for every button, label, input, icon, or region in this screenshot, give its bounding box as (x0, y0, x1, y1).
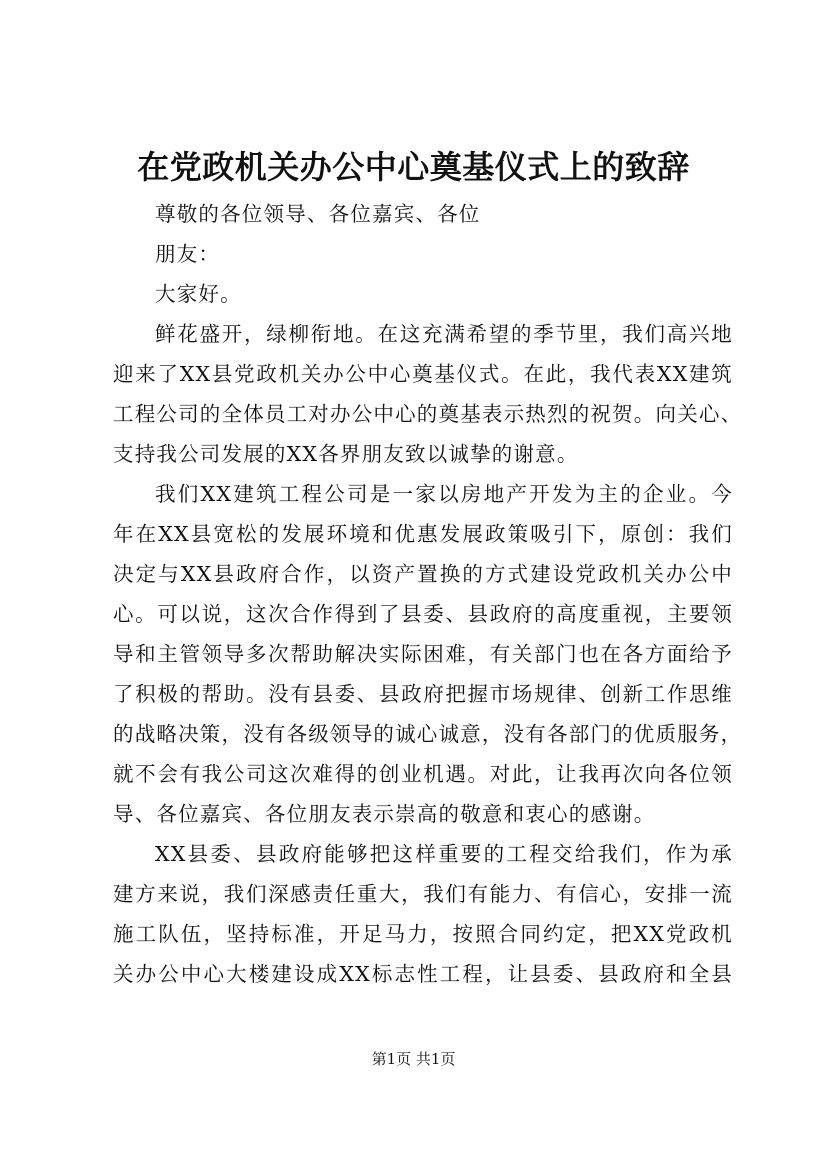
paragraph-2-line-1: 我们XX建筑工程公司是一家以房地产开发为主的企业。今 (155, 482, 733, 506)
paragraph-2-line-7: 的战略决策，没有各级领导的诚心诚意，没有各部门的优质服务， (113, 722, 743, 746)
page-footer: 第1页 共1页 (371, 1050, 456, 1068)
paragraph-3-line-3: 施工队伍，坚持标准，开足马力，按照合同约定，把XX党政机 (113, 922, 733, 946)
salutation-line-1: 尊敬的各位领导、各位嘉宾、各位 (155, 202, 481, 226)
paragraph-1-line-4: 支持我公司发展的XX各界朋友致以诚挚的谢意。 (113, 442, 579, 466)
paragraph-3-line-2: 建方来说，我们深感责任重大，我们有能力、有信心，安排一流 (113, 882, 733, 906)
paragraph-2-line-2: 年在XX县宽松的发展环境和优惠发展政策吸引下，原创：我们 (113, 522, 733, 546)
paragraph-2-line-5: 导和主管领导多次帮助解决实际困难，有关部门也在各方面给予 (113, 642, 733, 666)
paragraph-3-line-4: 关办公中心大楼建设成XX标志性工程，让县委、县政府和全县 (113, 962, 733, 986)
document-body (113, 194, 743, 994)
document-title: 在党政机关办公中心奠基仪式上的致辞 (137, 148, 690, 186)
paragraph-1-line-3: 工程公司的全体员工对办公中心的奠基表示热烈的祝贺。向关心、 (113, 402, 743, 426)
greeting-line: 大家好。 (155, 282, 242, 306)
paragraph-1-line-1: 鲜花盛开，绿柳衔地。在这充满希望的季节里，我们高兴地 (155, 322, 733, 346)
paragraph-3-line-1: XX县委、县政府能够把这样重要的工程交给我们，作为承 (155, 842, 733, 866)
paragraph-2-line-9: 导、各位嘉宾、各位朋友表示崇高的敬意和衷心的感谢。 (113, 802, 656, 826)
salutation-line-2: 朋友： (155, 242, 221, 266)
paragraph-2-line-6: 了积极的帮助。没有县委、县政府把握市场规律、创新工作思维 (113, 682, 733, 706)
paragraph-1-line-2: 迎来了XX县党政机关办公中心奠基仪式。在此，我代表XX建筑 (113, 362, 733, 386)
paragraph-2-line-4: 心。可以说，这次合作得到了县委、县政府的高度重视，主要领 (113, 602, 733, 626)
paragraph-2-line-3: 决定与XX县政府合作，以资产置换的方式建设党政机关办公中 (113, 562, 733, 586)
paragraph-2-line-8: 就不会有我公司这次难得的创业机遇。对此，让我再次向各位领 (113, 762, 733, 786)
